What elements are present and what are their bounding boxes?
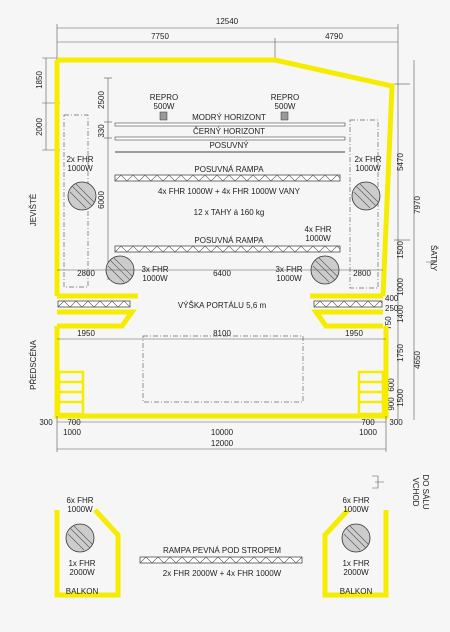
light-icon (68, 182, 96, 210)
fhr3-right-1: 3x FHR (275, 265, 303, 274)
balcony-right-label: BALKON (339, 587, 373, 596)
dim-right-1500b: 1500 (396, 389, 405, 407)
dim-overall-top: 12540 (215, 17, 239, 26)
dim-left-1850: 1850 (35, 71, 44, 89)
black-horizon-label: ČERNÝ HORIZONT (193, 127, 265, 136)
fhr-right-2: 1000W (355, 164, 381, 173)
dim-bottom-12000: 12000 (210, 439, 234, 448)
balcony-right-fhr-2: 1000W (343, 505, 369, 514)
repro-left-power: 500W (153, 102, 175, 111)
entrance-label-2: DO SÁLU (421, 474, 430, 510)
repro-right-label: REPRO (270, 93, 300, 102)
dim-top-right: 4790 (325, 32, 343, 41)
dim-bottom-700-right: 700 (361, 418, 375, 427)
balcony-right-low-2: 2000W (343, 568, 369, 577)
fhr-left-2: 1000W (67, 164, 93, 173)
balcony-left-low-2: 2000W (69, 568, 95, 577)
ramp-top-truss (115, 175, 340, 181)
wall-balcony-left (57, 510, 118, 595)
dim-left-6000: 6000 (97, 191, 106, 209)
blue-horizon-label: MODRÝ HORIZONT (192, 113, 266, 122)
light-icon (66, 524, 94, 552)
blue-horizon-bar (115, 123, 345, 126)
speaker-icon (281, 112, 288, 120)
balcony-left-label: BALKON (65, 587, 99, 596)
dim-right-1500: 1500 (396, 241, 405, 259)
dim-bottom-1000-right: 1000 (359, 428, 377, 437)
dim-left-330: 330 (97, 124, 106, 138)
ramp-bottom-truss (115, 246, 340, 252)
wall-balcony-right (325, 510, 386, 595)
dim-bottom-700-left: 700 (67, 418, 81, 427)
fhr-right-1: 2x FHR (354, 155, 382, 164)
dim-right-900: 900 (387, 397, 396, 411)
sliding-label: POSUVNÝ (209, 141, 249, 150)
dim-left-2000: 2000 (35, 118, 44, 136)
dim-right-5470: 5470 (396, 153, 405, 171)
ramp-top-label: POSUVNÁ RAMPA (194, 165, 264, 174)
ceiling-ramp-truss (140, 557, 302, 563)
dim-right-600: 600 (387, 378, 396, 392)
entrance-label-1: VCHOD (411, 477, 420, 507)
ramp-top-lights: 4x FHR 1000W + 4x FHR 1000W VANY (158, 187, 300, 196)
tahy-label: 12 x TAHY á 160 kg (193, 208, 265, 217)
dim-right-750: 750 (384, 316, 393, 330)
balcony-left-fhr-2: 1000W (67, 505, 93, 514)
dim-top-left: 7750 (151, 32, 169, 41)
repro-right-power: 500W (274, 102, 296, 111)
dim-mid-6400: 6400 (213, 269, 231, 278)
fhr-left-1: 2x FHR (66, 155, 94, 164)
repro-left-label: REPRO (149, 93, 179, 102)
portal-height-label: VÝŠKA PORTÁLU 5,6 m (177, 301, 267, 310)
forestage-area (143, 336, 303, 402)
dim-bottom-10000: 10000 (210, 428, 234, 437)
ramp-bottom-lights-1: 4x FHR (304, 225, 332, 234)
dim-right-7970: 7970 (413, 196, 422, 214)
dim-fore-left-1950: 1950 (77, 329, 95, 338)
dim-right-1000: 1000 (396, 278, 405, 296)
dim-right-4650: 4650 (413, 351, 422, 369)
wall-forestage (57, 326, 386, 416)
ceiling-ramp-lights: 2x FHR 2000W + 4x FHR 1000W (162, 569, 282, 578)
portal-truss-left (58, 301, 130, 307)
ramp-bottom-lights-2: 1000W (305, 234, 331, 243)
fhr3-right-2: 1000W (276, 274, 302, 283)
stage-label: JEVIŠTĚ (29, 193, 38, 227)
light-icon (342, 524, 370, 552)
dim-right-1750: 1750 (396, 344, 405, 362)
repro-left (150, 93, 178, 120)
balcony-right-fhr-1: 6x FHR (342, 496, 370, 505)
dim-fore-mid-8100: 8100 (213, 329, 231, 338)
ramp-bottom-label: POSUVNÁ RAMPA (194, 236, 264, 245)
dressing-label: ŠATNY (429, 244, 438, 272)
speaker-icon (160, 112, 167, 120)
dim-fore-right-1950: 1950 (345, 329, 363, 338)
balcony-left-low-1: 1x FHR (68, 559, 96, 568)
black-horizon-bar (115, 137, 345, 140)
dim-right-2800: 2800 (353, 269, 371, 278)
repro-right (271, 93, 299, 120)
entrance-arrow-icon (372, 476, 384, 488)
dim-right-250: 250 (385, 304, 399, 313)
stairs-right (359, 372, 383, 414)
wall-portal-right (316, 312, 383, 326)
bottom-dimensions (39, 416, 403, 452)
fhr3-left-1: 3x FHR (141, 265, 169, 274)
stairs-left (59, 372, 83, 414)
dim-right-400: 400 (385, 294, 399, 303)
ceiling-ramp-label: RAMPA PEVNÁ POD STROPEM (162, 546, 282, 555)
dim-left-2800: 2800 (77, 269, 95, 278)
dim-left-2500: 2500 (97, 91, 106, 109)
balcony-left-fhr-1: 6x FHR (66, 496, 94, 505)
dim-right-1400: 1400 (396, 305, 405, 323)
wall-portal-left (57, 312, 132, 326)
light-icon (352, 182, 380, 210)
portal-truss-right (314, 301, 382, 307)
dim-bottom-300-right: 300 (389, 418, 403, 427)
fhr3-left-2: 1000W (142, 274, 168, 283)
dim-bottom-1000-left: 1000 (63, 428, 81, 437)
dim-bottom-300-left: 300 (39, 418, 53, 427)
forestage-label: PŘEDSCÉNA (29, 340, 38, 390)
balcony-right-low-1: 1x FHR (342, 559, 370, 568)
